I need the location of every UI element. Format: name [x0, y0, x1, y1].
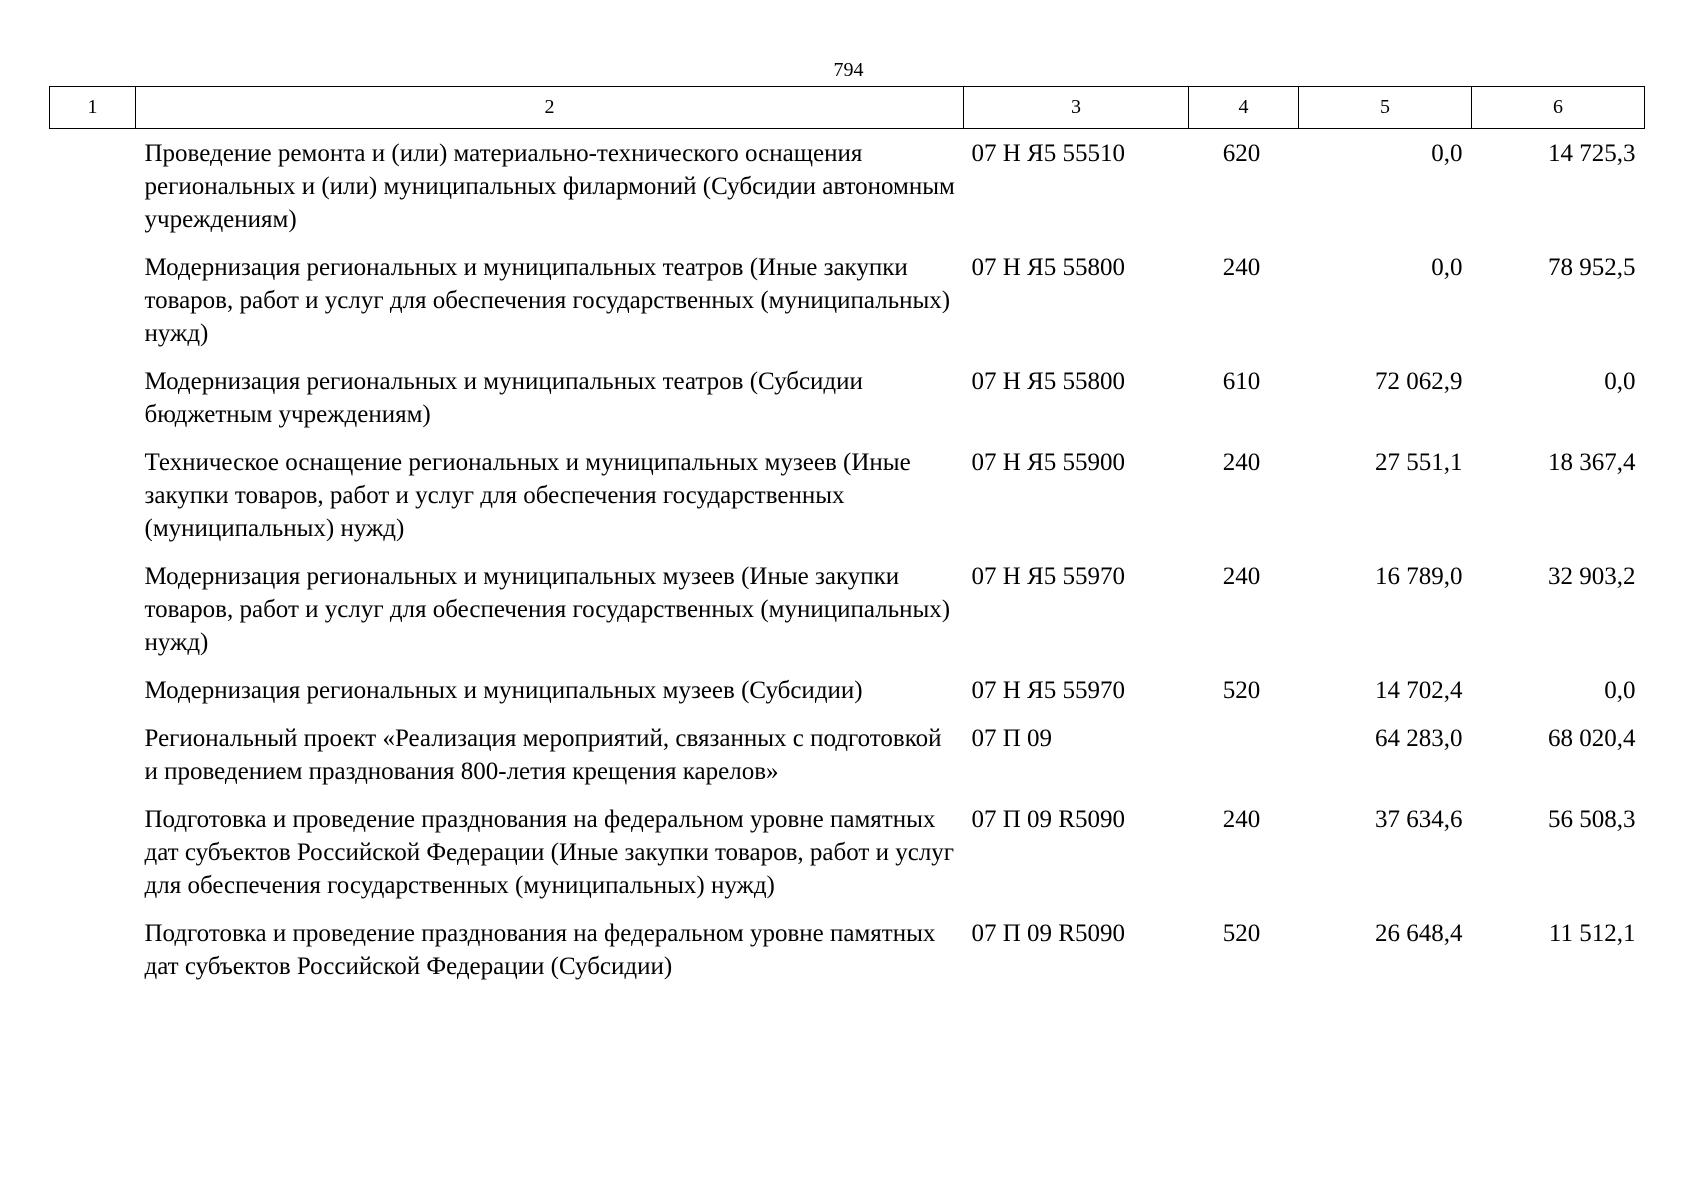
row-target-code: 07 Н Я5 55970 [971, 563, 1125, 590]
row-number [50, 129, 136, 252]
column-header-2: 2 [136, 87, 964, 129]
row-target-code: 07 П 09 [971, 725, 1053, 752]
row-description: Подготовка и проведение празднования на федеральном уровне памятных дат субъектов Российской Федерации (Иные закупки товаров, работ и услуг для обеспечения государственных (муниципальных) нужд) [144, 806, 955, 899]
row-description: Модернизация региональных и муниципальных театров (Субсидии бюджетным учреждениям) [144, 368, 863, 428]
row-expense-type: 240 [1222, 449, 1261, 476]
row-target-code: 07 Н Я5 55800 [971, 254, 1125, 281]
row-number [50, 722, 136, 803]
row-amount-6: 18 367,4 [1548, 449, 1636, 476]
row-amount-5: 0,0 [1431, 254, 1463, 281]
row-number [50, 251, 136, 365]
row-description: Модернизация региональных и муниципальных музеев (Субсидии) [144, 677, 863, 704]
row-amount-6: 0,0 [1604, 677, 1636, 704]
row-expense-type: 240 [1222, 806, 1261, 833]
row-description: Модернизация региональных и муниципальных театров (Иные закупки товаров, работ и услуг для обеспечения государственных (муниципальных) нужд) [144, 254, 951, 347]
row-amount-5: 0,0 [1431, 140, 1463, 167]
column-header-5: 5 [1299, 87, 1472, 129]
row-target-code: 07 Н Я5 55800 [971, 368, 1125, 395]
row-expense-type: 240 [1222, 254, 1261, 281]
column-header-3: 3 [964, 87, 1189, 129]
row-number [50, 803, 136, 917]
table-body [50, 129, 1645, 999]
table-row [50, 446, 1645, 560]
row-amount-6: 0,0 [1604, 368, 1636, 395]
row-amount-6: 32 903,2 [1548, 563, 1636, 590]
table-row [50, 674, 1645, 722]
row-expense-type: 520 [1222, 920, 1261, 947]
table-row [50, 722, 1645, 803]
row-amount-6: 68 020,4 [1548, 725, 1636, 752]
row-expense-type: 610 [1222, 368, 1261, 395]
row-description: Региональный проект «Реализация мероприятий, связанных с подготовкой и проведением празднования 800-летия крещения карелов» [144, 725, 942, 785]
row-number [50, 674, 136, 722]
row-amount-5: 27 551,1 [1375, 449, 1463, 476]
table-row [50, 129, 1645, 252]
row-amount-5: 37 634,6 [1375, 806, 1463, 833]
page-number: 794 [833, 59, 864, 81]
row-description: Модернизация региональных и муниципальных музеев (Иные закупки товаров, работ и услуг для обеспечения государственных (муниципальных) нужд) [144, 563, 951, 656]
row-amount-5: 14 702,4 [1375, 677, 1463, 704]
row-amount-5: 26 648,4 [1375, 920, 1463, 947]
table-row [50, 917, 1645, 998]
row-target-code: 07 Н Я5 55970 [971, 677, 1125, 704]
row-amount-6: 78 952,5 [1548, 254, 1636, 281]
column-header-6: 6 [1472, 87, 1645, 129]
row-expense-type: 240 [1222, 563, 1261, 590]
column-header-1: 1 [50, 87, 136, 129]
row-number [50, 446, 136, 560]
row-description: Техническое оснащение региональных и муниципальных музеев (Иные закупки товаров, работ и услуг для обеспечения государственных (муниципальных) нужд) [144, 449, 911, 542]
table-row [50, 251, 1645, 365]
budget-table [49, 86, 1645, 998]
row-amount-6: 11 512,1 [1548, 920, 1636, 947]
row-target-code: 07 Н Я5 55900 [971, 449, 1125, 476]
table-header [50, 87, 1645, 129]
row-target-code: 07 П 09 R5090 [971, 920, 1125, 947]
row-expense-type: 520 [1222, 677, 1261, 704]
row-number [50, 365, 136, 446]
row-target-code: 07 Н Я5 55510 [971, 140, 1125, 167]
row-amount-5: 64 283,0 [1375, 725, 1463, 752]
table-row [50, 365, 1645, 446]
row-target-code: 07 П 09 R5090 [971, 806, 1125, 833]
row-amount-6: 56 508,3 [1548, 806, 1636, 833]
row-expense-type: 620 [1222, 140, 1261, 167]
table-row [50, 803, 1645, 917]
row-number [50, 917, 136, 998]
row-amount-6: 14 725,3 [1548, 140, 1636, 167]
row-amount-5: 72 062,9 [1375, 368, 1463, 395]
header-row [50, 87, 1645, 129]
row-expense-type [1189, 722, 1299, 803]
column-header-4: 4 [1189, 87, 1299, 129]
row-number [50, 560, 136, 674]
row-description: Подготовка и проведение празднования на федеральном уровне памятных дат субъектов Российской Федерации (Субсидии) [144, 920, 936, 980]
row-amount-5: 16 789,0 [1375, 563, 1463, 590]
row-description: Проведение ремонта и (или) материально-технического оснащения региональных и (или) муниципальных филармоний (Субсидии автономным учреждениям) [144, 140, 955, 233]
table-row [50, 560, 1645, 674]
